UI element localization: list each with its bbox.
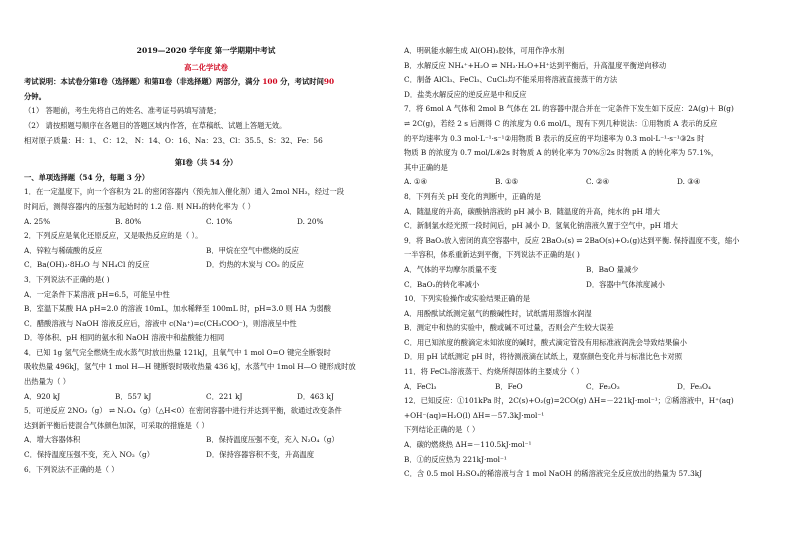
instructions-lead-c: 分钟。 [24,91,46,101]
option: A. ①④ [404,177,427,187]
q12-line-1: 12．已知反应：①101kPa 时，2C(s)+O₂(g)=2CO(g) ΔH=－221kJ·mol⁻¹；②稀溶液中，H⁺(aq) [404,396,734,406]
q1-line-2: 时间后，测得容器内的压强为起始时的 1.2 倍. 则 NH₃的转化率为（ ） [24,201,255,211]
q10-option-a: A．用酚酞试纸测定氨气的酸碱性时，试纸需用蒸馏水润湿 [404,308,592,318]
atomic-masses: 相对原子质量：H：1、 C：12、 N：14、O：16、Na：23、Cl：35.5、S：32、Fe：56 [24,135,323,145]
option: C. 10% [206,216,233,226]
option: C．保持温度压强不变，充入 NO₂（g） [24,450,155,460]
q2-options-row-1 [24,244,388,259]
instructions-lead-b: 分，考试时间 [277,77,324,87]
option: B. ①⑤ [495,177,519,187]
q1-line-1: 1．在一定温度下，向一个容积为 2L 的密闭容器内（预先加入催化剂）通入 2mol NH₃，经过一段 [24,187,345,197]
q7-line-4: 物质 B 的浓度为 0.7 mol/L④2s 时物质 A 的转化率为 70%⑤2s 时物质 A 的转化率为 57.1%， [404,148,719,158]
option: A．920 kJ [24,391,61,401]
option: D. ③④ [677,177,701,187]
q7-line-5: 其中正确的是 [404,162,448,172]
exam-subtitle: 高二化学试卷 [184,62,228,72]
option: D．463 kJ [297,391,334,401]
q3-option-c: C．醋酸溶液与 NaOH 溶液反应后，溶液中 c(Na⁺)=c(CH₃COO⁻)，则溶液呈中性 [24,318,297,328]
q2-line: 2．下列反应是氧化还原反应，又是吸热反应的是（ ）。 [24,231,203,241]
q6-option-b: B．水解反应 NH₄⁺+H₂O ⇌ NH₃·H₂O+H⁺达到平衡后，升高温度平衡逆向移动 [404,60,667,70]
q4-options [24,390,388,405]
q12-option-b: B．①的反应热为 221kJ·mol⁻¹ [404,454,507,464]
option: B．FeO [495,381,523,391]
exam-instructions [24,75,388,90]
q9-line-1: 9．将 BaO₂放入密闭的真空容器中，反应 2BaO₂(s) ⇌ 2BaO(s)+O₂(g)达到平衡. 保持温度不变，缩小 [404,235,740,245]
option: A．锌粒与稀硫酸的反应 [24,245,103,255]
q9-options-row-2 [404,278,768,293]
right-column [404,44,768,482]
q6-line: 6．下列说法不正确的是（ ） [24,464,119,474]
instructions-time: 90 [323,77,335,87]
q6-option-d: D．盐类水解反应的逆反应是中和反应 [404,89,527,99]
left-column [24,44,388,477]
q10-option-d: D．用 pH 试纸测定 pH 时，将待测液滴在试纸上，观察颜色变化并与标准比色卡对照 [404,352,682,362]
q2-options-row-2 [24,258,388,273]
section-part: 一、单项选择题（54 分，每题 3 分） [24,172,150,182]
q7-line-2: ⇌ 2C(g)，若经 2 s 后测得 C 的浓度为 0.6 mol/L，现有下列几种说法：①用物质 A 表示的反应 [404,118,718,128]
q10-option-b: B．测定中和热的实验中，酸或碱不可过量，否则会产生较大误差 [404,323,614,333]
q5-line-2: 达到新平衡后使混合气体颜色加深，可采取的措施是（ ） [24,420,209,430]
q10-option-c: C．用已知浓度的酸滴定未知浓度的碱时，酸式滴定管没有用标准液润洗会导致结果偏小 [404,337,687,347]
q10-line: 10．下列实验操作或实验结果正确的是 [404,294,531,304]
q12-line-2: +OH⁻(aq)=H₂O(l) ΔH=－57.3kJ·mol⁻¹ [404,410,545,420]
option: B．保持温度压强不变，充入 N₂O₄（g） [206,435,339,445]
option: C．BaO₂的转化率减小 [404,279,480,289]
option: C. ②④ [586,177,610,187]
option: B．557 kJ [115,391,152,401]
exam-title: 2019—2020 学年度 第一学期期中考试 [136,46,276,55]
q3-option-a: A．一定条件下某溶液 pH=6.5，可能呈中性 [24,289,170,299]
q3-option-b: B．室温下某酸 HA pH=2.0 的溶液 10mL，加水稀释至 100mL 时，pH=3.0 则 HA 为弱酸 [24,304,331,314]
q4-line-3: 出热量为（ ） [24,377,71,387]
q12-option-c: C．含 0.5 mol H₂SO₄的稀溶液与含 1 mol NaOH 的稀溶液完全反应放出的热量为 57.3kJ [404,469,703,479]
option: D．容器中气体浓度减小 [586,279,665,289]
option: B．BaO 量减少 [586,264,639,274]
instructions-score: 100 [262,77,278,87]
instruction-item-1: （1） 答题前，考生先将自己的姓名、准考证号码填写清楚； [24,106,221,116]
q11-options [404,380,768,395]
q4-line-1: 4．已知 1g 氢气完全燃烧生成水蒸气时放出热量 121kJ，且氧气中 1 mol O=O 键完全断裂时 [24,347,331,357]
q3-option-d: D．等体积、pH 相同的氨水和 NaOH 溶液中和盐酸能力相同 [24,333,225,343]
option: D．灼热的木炭与 CO₂ 的反应 [206,260,304,270]
q12-line-3: 下列结论正确的是（ ） [404,425,480,435]
option: A. 25% [24,216,51,226]
q8-options-row-1: A．随温度的升高，碳酸钠溶液的 pH 减小 B．随温度的升高，纯水的 pH 增大 [404,206,660,216]
q5-line-1: 5．可逆反应 2NO₂（g） ⇌ N₂O₄（g）（△H<0）在密闭容器中进行并达到平衡，欲通过改变条件 [24,406,342,416]
q5-options-row-2 [24,448,388,463]
q7-line-1: 7．将 6mol A 气体和 2mol B 气体在 2L 的容器中混合并在一定条件下发生如下反应：2A(g)＋ B(g) [404,104,734,114]
q4-line-2: 吸收热量 496kJ，氢气中 1 mol H—H 键断裂时吸收热量 436 kJ，水蒸气中 1mol H—O 键形成时放 [24,362,356,372]
q9-options-row-1 [404,263,768,278]
q11-line: 11．将 FeCl₃溶液蒸干、灼烧所得固体的主要成分（ ） [404,367,584,377]
option: C．Ba(OH)₂·8H₂O 与 NH₄Cl 的反应 [24,260,150,270]
option: B. 80% [115,216,142,226]
instruction-item-2: （2） 请按照题号顺序在各题目的答题区域内作答，在草稿纸、试题上答题无效。 [24,120,287,130]
q6-option-a: A．明矾能水解生成 Al(OH)₃胶体，可用作净水剂 [404,46,565,55]
option: D．Fe₃O₄ [677,381,711,391]
q1-options [24,215,388,230]
option: A．增大容器体积 [24,435,81,445]
instructions-lead-a: 考试说明：本试卷分第Ⅰ卷（选择题）和第Ⅱ卷（非选择题）两部分，满分 [24,77,263,87]
q9-line-2: 一半容积，体系重新达到平衡，下列说法不正确的是( ) [404,250,580,260]
section-title: 第Ⅰ卷（共 54 分） [174,158,238,168]
option: D. 20% [297,216,324,226]
option: D．保持容器容积不变，升高温度 [206,450,315,460]
q5-options-row-1 [24,433,388,448]
q8-options-row-2: C．新制氯水经光照一段时间后，pH 减小 D．氢氧化钠溶液久置于空气中，pH 增大 [404,221,678,231]
q7-line-3: 的平均速率为 0.3 mol·L⁻¹·s⁻¹②用物质 B 表示的反应的平均速率为 0.3 mol·L⁻¹·s⁻¹③2s 时 [404,133,705,143]
q6-option-c: C．制备 AlCl₃、FeCl₃、CuCl₂均不能采用将溶液直接蒸干的方法 [404,75,618,85]
option: C．221 kJ [206,391,243,401]
option: C．Fe₂O₃ [586,381,620,391]
q7-options [404,175,768,190]
q8-line: 8．下列有关 pH 变化的判断中，正确的是 [404,191,542,201]
q12-option-a: A．碳的燃烧热 ΔH=－110.5kJ·mol⁻¹ [404,440,532,450]
q3-line: 3．下列说法不正确的是( ) [24,274,110,284]
option: A．FeCl₃ [404,381,437,391]
option: A．气体的平均摩尔质量不变 [404,264,497,274]
option: B．甲烷在空气中燃烧的反应 [206,245,299,255]
